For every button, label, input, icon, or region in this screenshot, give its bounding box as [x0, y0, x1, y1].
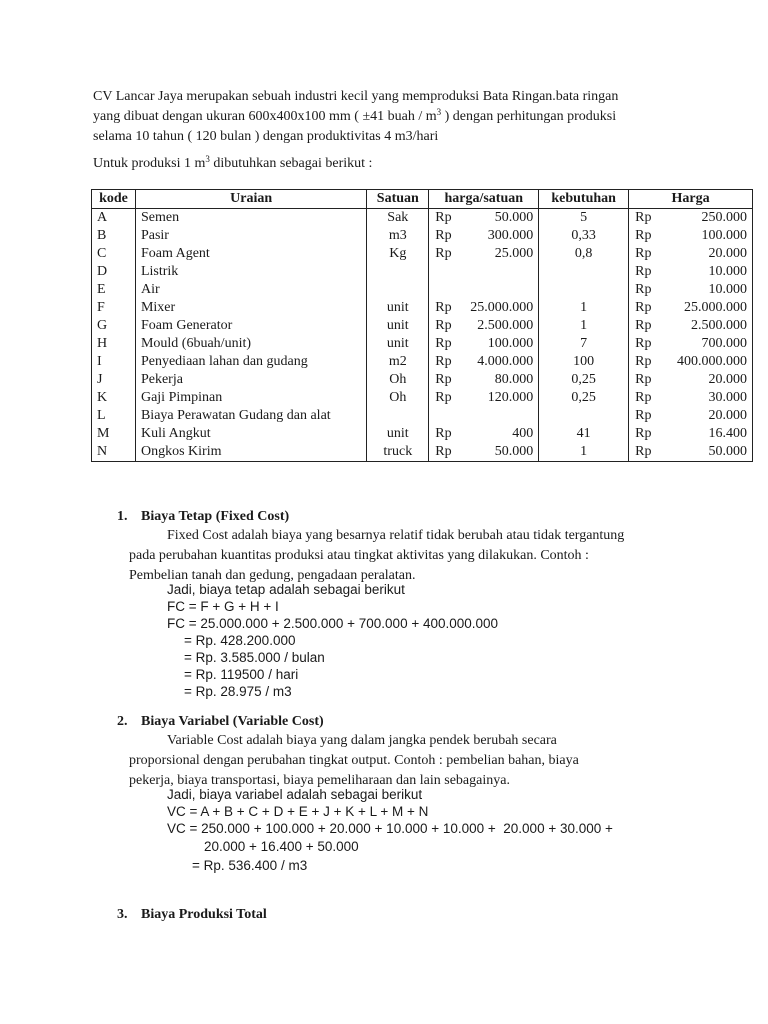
- cell-uraian: Mould (6buah/unit): [135, 335, 366, 353]
- section-3-title: Biaya Produksi Total: [141, 907, 267, 922]
- cell-harga: [629, 227, 753, 245]
- table-row: [92, 371, 753, 389]
- cell-uraian: Kuli Angkut: [135, 425, 366, 443]
- amount: 30.000: [708, 390, 747, 405]
- cell-uraian: Ongkos Kirim: [135, 443, 366, 462]
- calc-line: = Rp. 28.975 / m3: [184, 684, 292, 699]
- calc-line: VC = A + B + C + D + E + J + K + L + M + N: [167, 804, 429, 819]
- currency-label: Rp: [635, 318, 652, 333]
- currency-label: Rp: [435, 390, 452, 405]
- section-1-heading: [117, 509, 289, 525]
- table-body: [92, 209, 753, 462]
- currency-label: Rp: [635, 246, 652, 261]
- cell-satuan: unit: [367, 317, 429, 335]
- table-row: [92, 425, 753, 443]
- section-1-paragraph: [129, 526, 624, 586]
- cell-kebutuhan: [539, 407, 629, 425]
- cell-satuan: unit: [367, 425, 429, 443]
- cell-harga-satuan: [429, 263, 539, 281]
- cell-harga: [629, 425, 753, 443]
- currency-label: Rp: [635, 210, 652, 225]
- cell-kebutuhan: 1: [539, 317, 629, 335]
- cell-harga: [629, 281, 753, 299]
- cell-uraian: Air: [135, 281, 366, 299]
- cell-kode: B: [92, 227, 136, 245]
- cell-kebutuhan: 0,8: [539, 245, 629, 263]
- requirement-line-a: Untuk produksi 1 m: [93, 156, 206, 171]
- cell-uraian: Foam Agent: [135, 245, 366, 263]
- cell-kebutuhan: 0,25: [539, 389, 629, 407]
- cell-satuan: Kg: [367, 245, 429, 263]
- cell-harga-satuan: [429, 209, 539, 228]
- amount: 10.000: [708, 264, 747, 279]
- currency-label: Rp: [435, 372, 452, 387]
- cell-satuan: unit: [367, 299, 429, 317]
- cell-harga-satuan: [429, 227, 539, 245]
- currency-label: Rp: [635, 408, 652, 423]
- requirement-line-sup: 3: [205, 154, 210, 164]
- section-1-para-line-2: pada perubahan kuantitas produksi atau tingkat aktivitas yang dilakukan. Contoh :: [129, 548, 589, 563]
- amount: 100.000: [487, 336, 534, 351]
- requirement-line: [93, 156, 372, 172]
- table-row: [92, 263, 753, 281]
- cell-uraian: Pekerja: [135, 371, 366, 389]
- cell-satuan: m2: [367, 353, 429, 371]
- table-row: [92, 407, 753, 425]
- intro-line-2b: ) dengan perhitungan produksi: [441, 109, 617, 124]
- header-kode: kode: [92, 190, 136, 209]
- cell-kode: J: [92, 371, 136, 389]
- cell-satuan: [367, 263, 429, 281]
- cell-harga-satuan: [429, 299, 539, 317]
- cell-harga: [629, 299, 753, 317]
- intro-line-2a: yang dibuat dengan ukuran 600x400x100 mm ( ±41 buah / m: [93, 109, 437, 124]
- cell-kode: F: [92, 299, 136, 317]
- amount: 400.000.000: [677, 354, 747, 369]
- amount: 20.000: [708, 246, 747, 261]
- currency-label: Rp: [435, 300, 452, 315]
- amount: 2.500.000: [477, 318, 534, 333]
- cell-kebutuhan: [539, 263, 629, 281]
- calc-line: FC = F + G + H + I: [167, 599, 279, 614]
- amount: 16.400: [708, 426, 747, 441]
- header-harga: Harga: [629, 190, 753, 209]
- currency-label: Rp: [435, 318, 452, 333]
- cell-harga-satuan: [429, 389, 539, 407]
- section-2-paragraph: [129, 731, 579, 791]
- cell-harga-satuan: [429, 371, 539, 389]
- section-1-calculation: [167, 581, 498, 700]
- cell-uraian: Mixer: [135, 299, 366, 317]
- calc-line: FC = 25.000.000 + 2.500.000 + 700.000 + 400.000.000: [167, 616, 499, 631]
- currency-label: Rp: [435, 354, 452, 369]
- calc-line: = Rp. 119500 / hari: [184, 667, 299, 682]
- currency-label: Rp: [435, 444, 452, 459]
- cell-uraian: Biaya Perawatan Gudang dan alat: [135, 407, 366, 425]
- currency-label: Rp: [435, 210, 452, 225]
- cell-harga: [629, 209, 753, 228]
- section-3-number: 3.: [117, 907, 128, 922]
- cell-harga-satuan: [429, 281, 539, 299]
- amount: 2.500.000: [691, 318, 747, 333]
- cell-kebutuhan: 100: [539, 353, 629, 371]
- currency-label: Rp: [435, 336, 452, 351]
- cell-satuan: unit: [367, 335, 429, 353]
- amount: 20.000: [708, 408, 747, 423]
- cell-satuan: Oh: [367, 371, 429, 389]
- cell-uraian: Gaji Pimpinan: [135, 389, 366, 407]
- section-2-para-line-3: pekerja, biaya transportasi, biaya pemeliharaan dan lain sebagainya.: [129, 773, 510, 788]
- cell-kode: K: [92, 389, 136, 407]
- cell-satuan: m3: [367, 227, 429, 245]
- cell-kode: L: [92, 407, 136, 425]
- amount: 50.000: [494, 444, 534, 459]
- section-1-title: Biaya Tetap (Fixed Cost): [141, 509, 290, 524]
- amount: 700.000: [701, 336, 747, 351]
- cell-kebutuhan: 0,33: [539, 227, 629, 245]
- table-row: [92, 389, 753, 407]
- cell-harga: [629, 353, 753, 371]
- cell-kode: C: [92, 245, 136, 263]
- currency-label: Rp: [635, 300, 652, 315]
- calc-line: 20.000 + 16.400 + 50.000: [204, 839, 359, 854]
- amount: 20.000: [708, 372, 747, 387]
- currency-label: Rp: [635, 228, 652, 243]
- section-2-heading: [117, 714, 324, 730]
- amount: 25.000: [494, 246, 534, 261]
- calc-line: Jadi, biaya tetap adalah sebagai berikut: [167, 582, 405, 597]
- section-1-para-line-3: Pembelian tanah dan gedung, pengadaan peralatan.: [129, 568, 416, 583]
- currency-label: Rp: [635, 354, 652, 369]
- currency-label: Rp: [435, 228, 452, 243]
- section-2-calculation: [167, 786, 613, 874]
- section-2-number: 2.: [117, 714, 128, 729]
- cell-satuan: [367, 281, 429, 299]
- cell-harga: [629, 443, 753, 462]
- calc-line: = Rp. 536.400 / m3: [192, 858, 308, 873]
- table-row: [92, 317, 753, 335]
- header-kebutuhan: kebutuhan: [539, 190, 629, 209]
- amount: 10.000: [708, 282, 747, 297]
- amount: 400: [512, 426, 534, 441]
- section-3-heading: [117, 907, 267, 923]
- cell-satuan: [367, 407, 429, 425]
- cell-kebutuhan: 1: [539, 299, 629, 317]
- cell-uraian: Foam Generator: [135, 317, 366, 335]
- cell-satuan: truck: [367, 443, 429, 462]
- section-2-para-line-2: proporsional dengan perubahan tingkat output. Contoh : pembelian bahan, biaya: [129, 753, 579, 768]
- calc-line: VC = 250.000 + 100.000 + 20.000 + 10.000 + 10.000 + 20.000 + 30.000 +: [167, 821, 613, 836]
- calc-line: Jadi, biaya variabel adalah sebagai berikut: [167, 787, 423, 802]
- section-1-number: 1.: [117, 509, 128, 524]
- table-header-row: [92, 190, 753, 209]
- cell-uraian: Pasir: [135, 227, 366, 245]
- cell-kode: A: [92, 209, 136, 228]
- cell-kode: N: [92, 443, 136, 462]
- cell-kebutuhan: 41: [539, 425, 629, 443]
- intro-paragraph: [93, 87, 693, 147]
- cell-harga: [629, 389, 753, 407]
- header-satuan: Satuan: [367, 190, 429, 209]
- cell-harga-satuan: [429, 443, 539, 462]
- cell-harga: [629, 371, 753, 389]
- amount: 100.000: [701, 228, 747, 243]
- table-row: [92, 227, 753, 245]
- currency-label: Rp: [635, 390, 652, 405]
- cell-harga: [629, 407, 753, 425]
- cell-harga-satuan: [429, 317, 539, 335]
- amount: 300.000: [487, 228, 534, 243]
- currency-label: Rp: [635, 336, 652, 351]
- table-row: [92, 209, 753, 228]
- cell-kebutuhan: [539, 281, 629, 299]
- cell-satuan: Sak: [367, 209, 429, 228]
- amount: 120.000: [487, 390, 534, 405]
- cell-harga-satuan: [429, 425, 539, 443]
- cell-kode: E: [92, 281, 136, 299]
- calc-line: = Rp. 3.585.000 / bulan: [184, 650, 325, 665]
- cell-harga-satuan: [429, 245, 539, 263]
- header-uraian: Uraian: [135, 190, 366, 209]
- amount: 25.000.000: [684, 300, 747, 315]
- section-2-title: Biaya Variabel (Variable Cost): [141, 714, 324, 729]
- cell-kode: M: [92, 425, 136, 443]
- requirement-line-b: dibutuhkan sebagai berikut :: [209, 156, 373, 171]
- amount: 4.000.000: [477, 354, 534, 369]
- cell-kebutuhan: 5: [539, 209, 629, 228]
- cell-harga: [629, 317, 753, 335]
- cell-harga: [629, 263, 753, 281]
- cell-kode: G: [92, 317, 136, 335]
- cell-harga-satuan: [429, 335, 539, 353]
- cost-table: [91, 189, 753, 462]
- table-row: [92, 299, 753, 317]
- cell-harga-satuan: [429, 353, 539, 371]
- intro-line-1: CV Lancar Jaya merupakan sebuah industri kecil yang memproduksi Bata Ringan.bata ringan: [93, 89, 619, 104]
- cell-harga-satuan: [429, 407, 539, 425]
- cell-kebutuhan: 0,25: [539, 371, 629, 389]
- header-harga-satuan: harga/satuan: [429, 190, 539, 209]
- cell-harga: [629, 335, 753, 353]
- intro-line-2-sup: 3: [436, 107, 442, 117]
- amount: 25.000.000: [470, 300, 534, 315]
- cell-kebutuhan: 7: [539, 335, 629, 353]
- currency-label: Rp: [635, 372, 652, 387]
- currency-label: Rp: [435, 246, 452, 261]
- table-row: [92, 281, 753, 299]
- amount: 50.000: [708, 444, 747, 459]
- cell-kode: D: [92, 263, 136, 281]
- table-row: [92, 443, 753, 462]
- cell-uraian: Semen: [135, 209, 366, 228]
- amount: 250.000: [701, 210, 747, 225]
- amount: 80.000: [494, 372, 534, 387]
- currency-label: Rp: [435, 426, 452, 441]
- cell-satuan: Oh: [367, 389, 429, 407]
- calc-line: = Rp. 428.200.000: [184, 633, 296, 648]
- cell-uraian: Listrik: [135, 263, 366, 281]
- section-1-para-line-1: Fixed Cost adalah biaya yang besarnya relatif tidak berubah atau tidak tergantung: [167, 528, 625, 543]
- intro-line-3: selama 10 tahun ( 120 bulan ) dengan produktivitas 4 m3/hari: [93, 129, 439, 144]
- currency-label: Rp: [635, 426, 652, 441]
- amount: 50.000: [494, 210, 534, 225]
- table-row: [92, 353, 753, 371]
- currency-label: Rp: [635, 444, 652, 459]
- intro-line-2: [93, 107, 693, 127]
- cell-uraian: Penyediaan lahan dan gudang: [135, 353, 366, 371]
- currency-label: Rp: [635, 264, 652, 279]
- section-2-para-line-1: Variable Cost adalah biaya yang dalam jangka pendek berubah secara: [167, 733, 557, 748]
- table-row: [92, 245, 753, 263]
- currency-label: Rp: [635, 282, 652, 297]
- cell-harga: [629, 245, 753, 263]
- table-row: [92, 335, 753, 353]
- cell-kode: I: [92, 353, 136, 371]
- cell-kebutuhan: 1: [539, 443, 629, 462]
- cell-kode: H: [92, 335, 136, 353]
